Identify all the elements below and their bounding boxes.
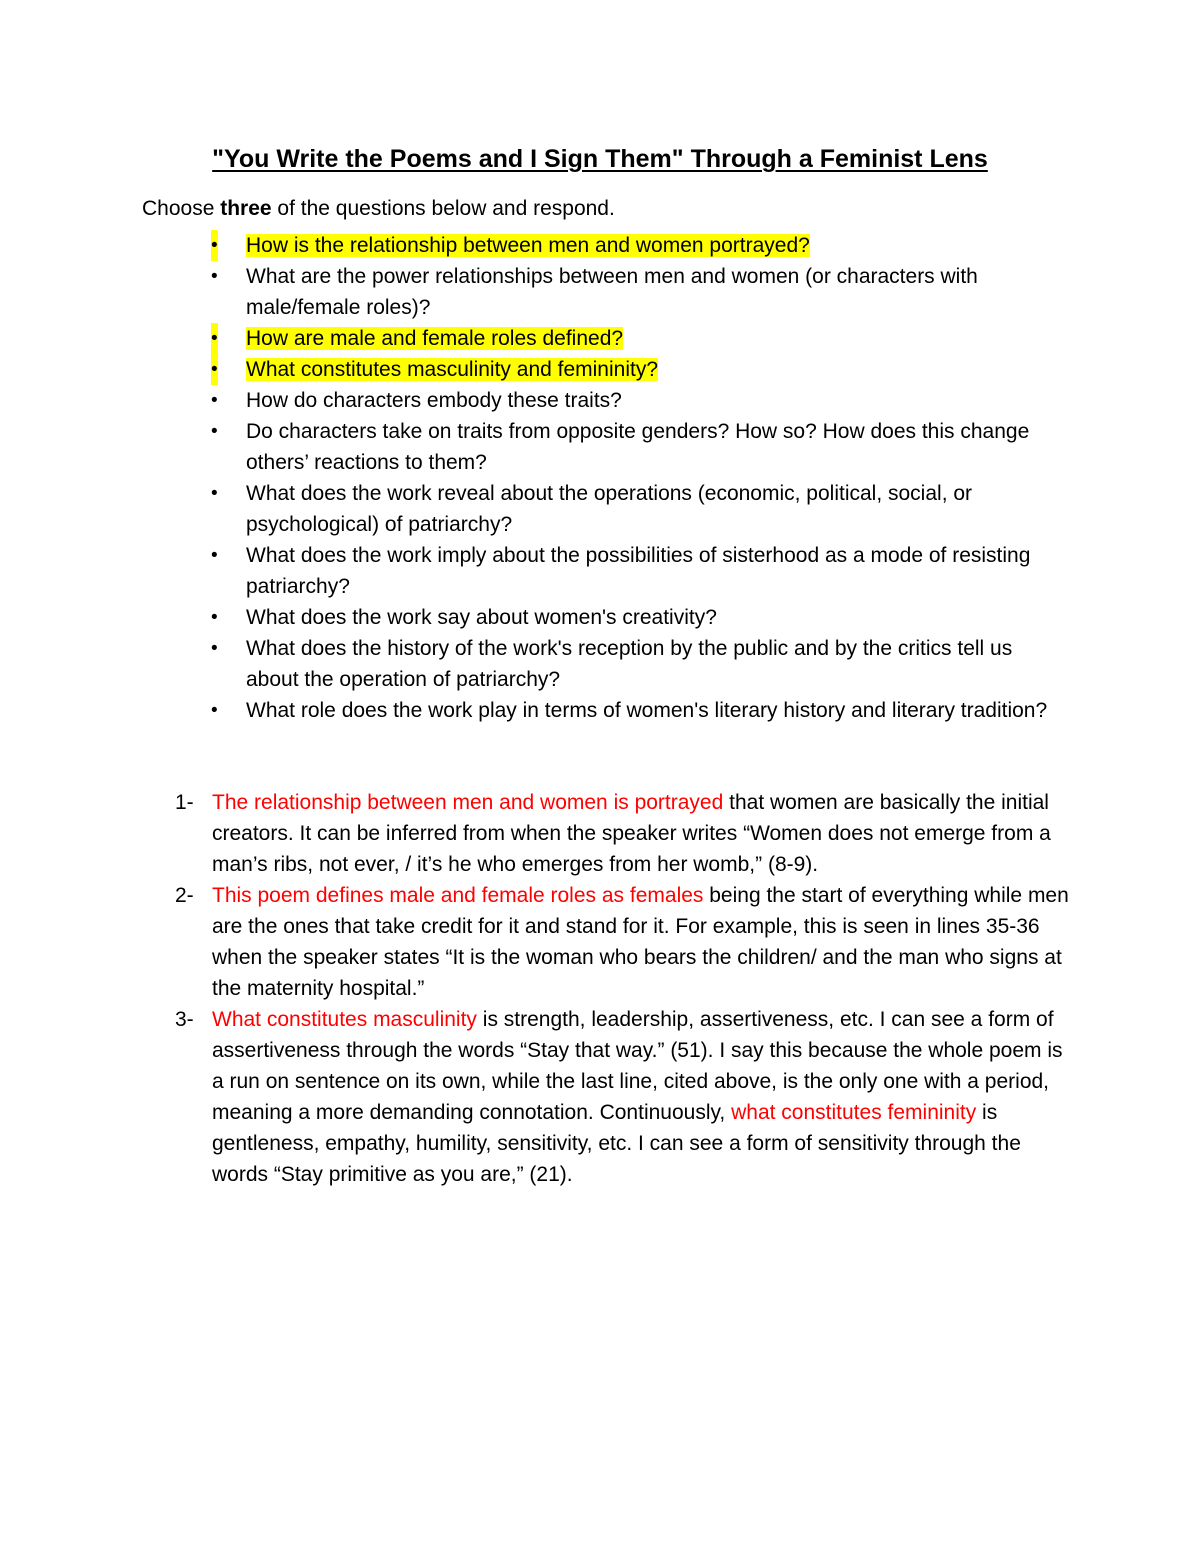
question-item [0,354,1066,385]
question-item [0,230,1066,261]
bullet-icon: • [211,545,218,566]
question-text: What does the work imply about the possibilities of sisterhood as a mode of resisting patriarchy? [246,544,1031,598]
instructions [142,193,615,224]
answer-list [0,787,1200,1190]
bullet-icon: • [211,230,218,261]
question-item [0,385,1066,416]
instructions-text-end: of the questions below and respond. [271,197,615,220]
question-item [0,633,1066,695]
question-item [0,478,1066,540]
instructions-text-start: Choose [142,197,221,220]
answer-item [0,880,1070,1004]
answer-item [0,1004,1070,1190]
question-text: How do characters embody these traits? [246,389,622,412]
answer-item [0,787,1070,880]
question-text: What does the work reveal about the operations (economic, political, social, or psychological) of patriarchy? [246,482,973,536]
question-text: What does the work say about women's creativity? [246,606,717,629]
answer-key-phrase: This poem defines male and female roles as females [212,884,704,907]
instructions-emphasis: three [220,197,272,220]
answer-number: 3- [175,1008,194,1031]
bullet-icon: • [211,421,218,442]
answer-number: 2- [175,884,194,907]
question-list [0,230,1200,726]
question-item [0,602,1066,633]
bullet-icon: • [211,266,218,287]
bullet-icon: • [211,607,218,628]
answer-key-phrase: what constitutes femininity [731,1101,977,1124]
answer-text: is gentleness, empathy, humility, sensitivity, etc. I can see a form of sensitivity through the words “Stay primitive as you are,” (21). [212,1101,1021,1186]
question-text: How are male and female roles defined? [246,327,624,350]
bullet-icon: • [211,483,218,504]
answer-text: being the start of everything while men are the ones that take credit for it and stand for it. For example, this is seen in lines 35-36 when the speaker states “It is the woman who bears the children/ and the man who signs at the maternity hospital.” [212,884,1069,1000]
answer-number: 1- [175,791,194,814]
answer-text: that women are basically the initial creators. It can be inferred from when the speaker writes “Women does not emerge from a man’s ribs, not ever, / it’s he who emerges from her womb,” (8-9). [212,791,1051,876]
bullet-icon: • [211,354,218,385]
page-title: "You Write the Poems and I Sign Them" Through a Feminist Lens [212,145,988,173]
bullet-icon: • [211,700,218,721]
answer-key-phrase: The relationship between men and women is portrayed [212,791,724,814]
question-text: How is the relationship between men and women portrayed? [246,234,810,257]
question-text: What constitutes masculinity and femininity? [246,358,659,381]
question-text: What does the history of the work's reception by the public and by the critics tell us about the operation of patriarchy? [246,637,1013,691]
bullet-icon: • [211,390,218,411]
bullet-icon: • [211,323,218,354]
question-item [0,323,1066,354]
question-text: What are the power relationships between men and women (or characters with male/female roles)? [246,265,978,319]
answer-key-phrase: What constitutes masculinity [212,1008,477,1031]
question-text: What role does the work play in terms of women's literary history and literary tradition? [246,699,1048,722]
question-item [0,695,1066,726]
question-item [0,416,1066,478]
answer-text: is strength, leadership, assertiveness, etc. I can see a form of assertiveness through the words “Stay that way.” (51). I say this because the whole poem is a run on sentence on its own, while the last line, cited above, is the only one with a period, meaning a more demanding connotation. Continuously, [212,1008,1063,1124]
question-item [0,540,1066,602]
question-text: Do characters take on traits from opposite genders? How so? How does this change others’ reactions to them? [246,420,1030,474]
bullet-icon: • [211,638,218,659]
question-item [0,261,1066,323]
